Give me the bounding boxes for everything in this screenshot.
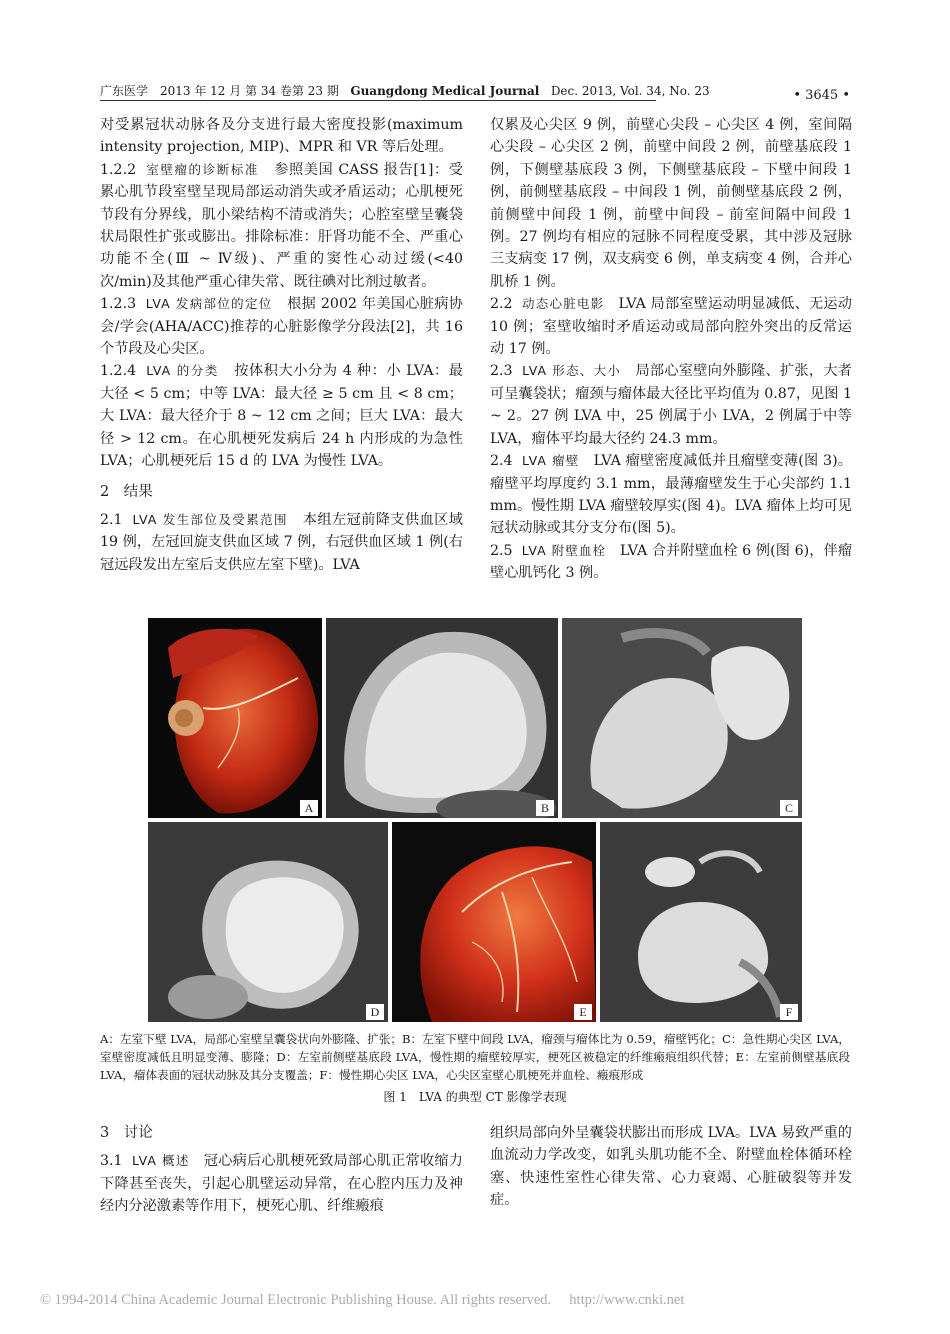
section-heading: LVA 附壁血栓 bbox=[521, 542, 607, 558]
ct-anterolateral-image bbox=[148, 822, 388, 1022]
header-rule bbox=[100, 100, 656, 101]
figure-title: 图 1 LVA 的典型 CT 影像学表现 bbox=[383, 1090, 567, 1104]
section-heading: 动态心脏电影 bbox=[522, 296, 605, 312]
paragraph-discussion-continued: 组织局部向外呈囊袋状膨出而形成 LVA。LVA 易致严重的血流动力学改变，如乳头肌功能不全、附壁血栓体循环栓塞、快速性室性心律失常、心力衰竭、心脏破裂等并发症。 bbox=[490, 1125, 852, 1209]
section-heading: 室壁瘤的诊断标准 bbox=[146, 161, 259, 177]
right-column bbox=[490, 114, 852, 585]
section-body: 按体积大小分为 4 种：小 LVA：最大径 < 5 cm；中等 LVA：最大径 ≥ 5 cm 且 < 8 cm；大 LVA：最大径介于 8 ~ 12 cm 之间；巨大 LVA：最大径 > 12 cm。在心肌梗死发病后 24 h 内形成的为急性 LVA；心肌梗死后 15 d 的 LVA 为慢性 LVA。 bbox=[100, 363, 463, 470]
section-number: 2.1 bbox=[100, 511, 123, 528]
section-body: 根据 2002 年美国心脏病协会/学会(AHA/ACC)推荐的心脏影像学分段法[2]，共 16 个节段及心尖区。 bbox=[100, 296, 463, 358]
section-1-2-2 bbox=[100, 159, 463, 293]
panel-label: B bbox=[536, 800, 554, 816]
panel-label: F bbox=[780, 1004, 798, 1020]
figure-panel-d bbox=[148, 822, 388, 1022]
ct-apical-thrombus-image bbox=[600, 822, 802, 1022]
section-2-2 bbox=[490, 293, 852, 360]
paragraph-intro: 对受累冠状动脉各及分支进行最大密度投影(maximum intensity projection, MIP)、MPR 和 VR 等后处理。 bbox=[100, 117, 463, 156]
section-body: LVA 合并附壁血栓 6 例(图 6)，伴瘤壁心肌钙化 3 例。 bbox=[490, 542, 853, 582]
page-number: • 3645 • bbox=[793, 88, 850, 103]
running-header bbox=[100, 80, 850, 102]
header-left bbox=[100, 82, 710, 99]
section-body: 本组左冠前降支供血区域 19 例，左冠回旋支供血区域 7 例，右冠供血区域 1 例(右冠远段发出左室后支供应左室下壁)。LVA bbox=[100, 511, 463, 573]
vr-heart-surface-image bbox=[392, 822, 596, 1022]
discussion-right-column bbox=[490, 1122, 852, 1212]
section-2-heading: 2 结果 bbox=[100, 483, 153, 500]
section-number: 2.4 bbox=[490, 453, 513, 470]
paragraph-continued: 仅累及心尖区 9 例，前壁心尖段 – 心尖区 4 例，室间隔心尖段 – 心尖区 2 例，前壁中间段 2 例，前壁基底段 1 例，下侧壁基底段 3 例，下侧壁基底段 – 下壁中间段 1 例，前侧壁基底段 – 中间段 1 例，前侧壁基底段 2 例，前侧壁中间段 1 例，前壁中间段 – 前室间隔中间段 1 例。27 例均有相应的冠脉不同程度受累，其中涉及冠脉三支病变 17 例，双支病变 6 例，单支病变 4 例，合并心肌桥 1 例。 bbox=[490, 117, 852, 290]
figure-panel-c bbox=[562, 618, 802, 818]
section-number: 3.1 bbox=[100, 1153, 123, 1170]
panel-label: C bbox=[780, 800, 798, 816]
figure-caption: A：左室下壁 LVA，局部心室壁呈囊袋状向外膨隆、扩张；B：左室下壁中间段 LVA，瘤颈与瘤体比为 0.59，瘤壁钙化；C：急性期心尖区 LVA，室壁密度减低且明显变薄、膨隆；D：左室前侧壁基底段 LVA，慢性期的瘤壁较厚实，梗死区被稳定的纤维瘢痕组织代替；E：左室前侧壁基底段 LVA，瘤体表面的冠状动脉及其分支覆盖；F：慢性期心尖区 LVA，心尖区室壁心肌梗死并血栓、瘢痕形成 bbox=[100, 1032, 850, 1082]
header-journal-en: Guangdong Medical Journal bbox=[350, 84, 540, 98]
section-number: 1.2.4 bbox=[100, 363, 137, 380]
figure-panel-e bbox=[392, 822, 596, 1022]
section-1-2-3 bbox=[100, 293, 463, 360]
section-number: 1.2.2 bbox=[100, 161, 137, 178]
section-heading: LVA 瘤壁 bbox=[522, 453, 580, 469]
section-number: 2.5 bbox=[490, 542, 513, 559]
section-body: LVA 瘤壁密度减低并且瘤壁变薄(图 3)。瘤壁平均厚度约 3.1 mm，最薄瘤壁发生于心尖部约 1.1 mm。慢性期 LVA 瘤壁较厚实(图 4)。LVA 瘤体上均可见冠状动脉或其分支分布(图 5)。 bbox=[490, 453, 852, 537]
section-number: 1.2.3 bbox=[100, 296, 137, 313]
copyright-footer: © 1994-2014 China Academic Journal Electronic Publishing House. All rights reserved. http://www.cnki.net bbox=[40, 1292, 685, 1308]
section-heading: LVA 概述 bbox=[132, 1153, 190, 1169]
panel-label: A bbox=[300, 800, 318, 816]
discussion-left-column bbox=[100, 1122, 463, 1218]
vr-heart-image bbox=[148, 618, 322, 818]
figure-panel-a bbox=[148, 618, 322, 818]
header-journal-cn: 广东医学 2013 年 12 月 第 34 卷第 23 期 bbox=[100, 84, 339, 98]
panel-label: E bbox=[574, 1004, 592, 1020]
ct-long-axis-image bbox=[326, 618, 558, 818]
section-body: 局部心室壁向外膨隆、扩张，大者可呈囊袋状；瘤颈与瘤体最大径比平均值为 0.87，见图 1 ~ 2。27 例 LVA 中，25 例属于小 LVA，2 例属于中等 LVA，瘤体平均最大径约 24.3 mm。 bbox=[490, 363, 852, 447]
section-body: 冠心病后心肌梗死致局部心肌正常收缩力下降甚至丧失，引起心肌壁运动异常，在心腔内压力及神经内分泌激素等作用下，梗死心肌、纤维瘢痕 bbox=[100, 1153, 463, 1215]
section-3-1 bbox=[100, 1150, 463, 1217]
panel-label: D bbox=[366, 1004, 384, 1020]
section-heading: LVA 的分类 bbox=[146, 363, 219, 379]
section-2-1 bbox=[100, 509, 463, 576]
figure-panel-f bbox=[600, 822, 802, 1022]
figure-panel-b bbox=[326, 618, 558, 818]
section-number: 2.2 bbox=[490, 296, 513, 313]
section-3-heading: 3 讨论 bbox=[100, 1125, 153, 1141]
section-2-4 bbox=[490, 450, 852, 540]
section-2-5 bbox=[490, 540, 852, 585]
section-heading: LVA 发生部位及受累范围 bbox=[132, 511, 288, 527]
header-issue: Dec. 2013, Vol. 34, No. 23 bbox=[550, 84, 710, 98]
ct-apical-image bbox=[562, 618, 802, 818]
section-1-2-4 bbox=[100, 360, 463, 472]
section-body: LVA 局部室壁运动明显减低、无运动 10 例；室壁收缩时矛盾运动或局部向腔外突出的反常运动 17 例。 bbox=[490, 296, 852, 358]
section-number: 2.3 bbox=[490, 363, 513, 380]
section-heading: LVA 形态、大小 bbox=[522, 363, 622, 379]
section-heading: LVA 发病部位的定位 bbox=[145, 296, 273, 312]
left-column bbox=[100, 114, 463, 576]
section-body: 参照美国 CASS 报告[1]：受累心肌节段室壁呈现局部运动消失或矛盾运动；心肌梗死节段有分界线，肌小梁结构不清或消失；心腔室壁呈囊袋状局限性扩张或膨出。排除标准：肝肾功能不全、严重心功能不全(Ⅲ ~ Ⅳ级)、严重的窦性心动过缓(<40 次/min)及其他严重心律失常、既往碘对比剂过敏者。 bbox=[100, 161, 463, 290]
section-2-3 bbox=[490, 360, 852, 450]
